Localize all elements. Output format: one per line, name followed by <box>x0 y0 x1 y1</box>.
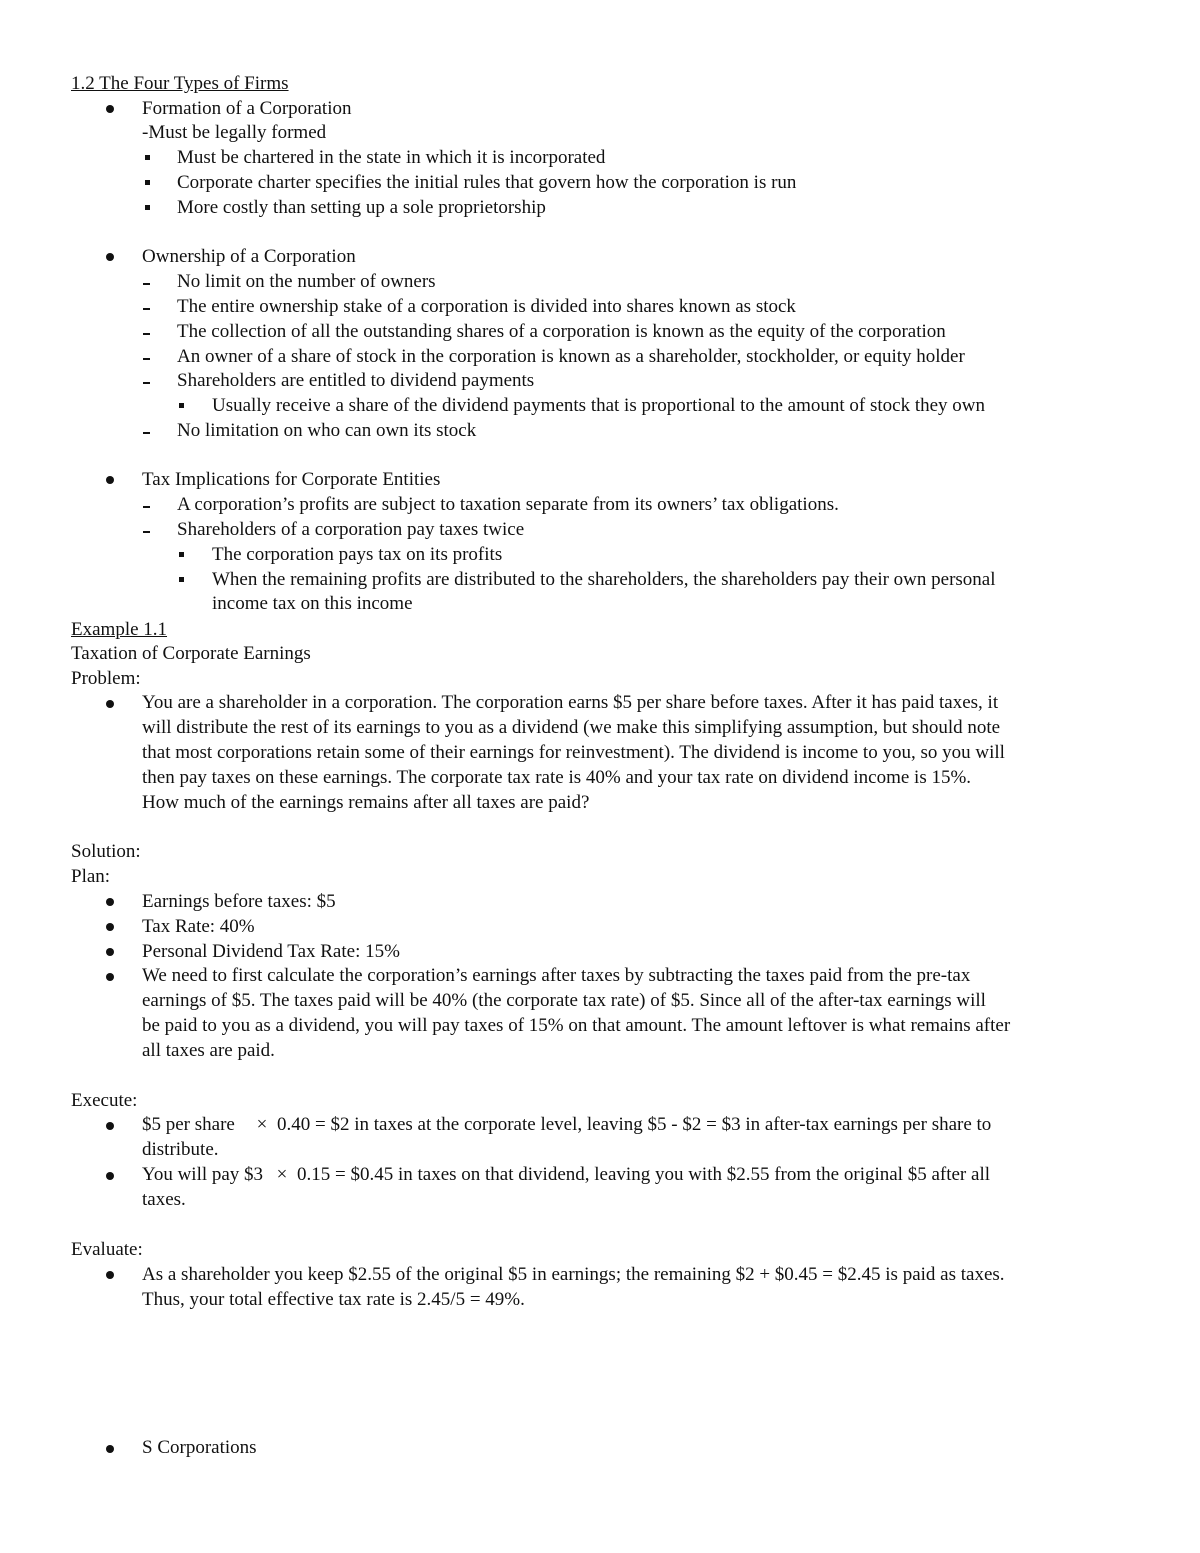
example-title: Taxation of Corporate Earnings <box>71 643 311 664</box>
problem-line: then pay taxes on these earnings. The corporate tax rate is 40% and your tax rate on dividend income is 15%. <box>142 767 972 788</box>
ownership-item: An owner of a share of stock in the corporation is known as a shareholder, stockholder, or equity holder <box>177 346 965 367</box>
bullet-dash <box>143 308 150 310</box>
tax-subitem-continued: income tax on this income <box>212 593 413 614</box>
plan-item: Earnings before taxes: $5 <box>142 891 336 912</box>
bullet-square <box>145 205 150 210</box>
execute-line-start: You will pay $3 <box>142 1164 264 1185</box>
formation-item: Must be chartered in the state in which it is incorporated <box>177 147 606 168</box>
ownership-item: The entire ownership stake of a corporation is divided into shares known as stock <box>177 296 796 317</box>
section-title: 1.2 The Four Types of Firms <box>71 73 289 94</box>
bullet-dot <box>106 1122 114 1130</box>
ownership-item: No limit on the number of owners <box>177 271 436 292</box>
tax-subitem: The corporation pays tax on its profits <box>212 544 503 565</box>
bullet-dot <box>106 898 114 906</box>
bullet-square <box>145 155 150 160</box>
evaluate-line: As a shareholder you keep $2.55 of the original $5 in earnings; the remaining $2 + $0.45 = $2.45 is paid as taxes. <box>142 1264 1005 1285</box>
plan-item: Tax Rate: 40% <box>142 916 255 937</box>
bullet-dash <box>143 531 150 533</box>
execute-line-continued: distribute. <box>142 1139 219 1160</box>
example-label: Example 1.1 <box>71 619 168 640</box>
multiply-sign: × <box>276 1164 288 1185</box>
bullet-dash <box>143 358 150 360</box>
tax-item: A corporation’s profits are subject to taxation separate from its owners’ tax obligations. <box>177 494 839 515</box>
bullet-dot <box>106 700 114 708</box>
bullet-dot <box>106 1271 114 1279</box>
execute-label: Execute: <box>71 1090 138 1111</box>
plan-line: earnings of $5. The taxes paid will be 40% (the corporate tax rate) of $5. Since all of the after-tax earnings will <box>142 990 986 1011</box>
plan-label: Plan: <box>71 866 111 887</box>
solution-label: Solution: <box>71 841 141 862</box>
evaluate-label: Evaluate: <box>71 1239 143 1260</box>
formation-note: -Must be legally formed <box>142 122 327 143</box>
bullet-square <box>179 577 184 582</box>
formation-heading: Formation of a Corporation <box>142 98 352 119</box>
bullet-dot <box>106 476 114 484</box>
multiply-sign: × <box>256 1114 268 1135</box>
bullet-dot <box>106 1445 114 1453</box>
execute-line-continued: taxes. <box>142 1189 186 1210</box>
problem-line: How much of the earnings remains after all taxes are paid? <box>142 792 590 813</box>
execute-line-start: $5 per share <box>142 1114 235 1135</box>
plan-line: all taxes are paid. <box>142 1040 275 1061</box>
s-corporations-heading: S Corporations <box>142 1437 257 1458</box>
problem-line: that most corporations retain some of their earnings for reinvestment). The dividend is income to you, so you will <box>142 742 1005 763</box>
plan-item: Personal Dividend Tax Rate: 15% <box>142 941 400 962</box>
bullet-dash <box>143 506 150 508</box>
bullet-dot <box>106 1172 114 1180</box>
bullet-dot <box>106 253 114 261</box>
bullet-dot <box>106 948 114 956</box>
ownership-item: Shareholders are entitled to dividend payments <box>177 370 535 391</box>
bullet-dash <box>143 382 150 384</box>
bullet-square <box>179 403 184 408</box>
ownership-subitem: Usually receive a share of the dividend payments that is proportional to the amount of stock they own <box>212 395 985 416</box>
bullet-dash <box>143 283 150 285</box>
bullet-dot <box>106 105 114 113</box>
tax-subitem: When the remaining profits are distributed to the shareholders, the shareholders pay their own personal <box>212 569 996 590</box>
tax-item: Shareholders of a corporation pay taxes twice <box>177 519 525 540</box>
problem-label: Problem: <box>71 668 141 689</box>
execute-line-rest: 0.40 = $2 in taxes at the corporate level, leaving $5 - $2 = $3 in after-tax earnings per share to <box>277 1114 992 1135</box>
bullet-dot <box>106 973 114 981</box>
bullet-square <box>145 180 150 185</box>
execute-line-rest: 0.15 = $0.45 in taxes on that dividend, leaving you with $2.55 from the original $5 after all <box>297 1164 990 1185</box>
bullet-dash <box>143 333 150 335</box>
tax-heading: Tax Implications for Corporate Entities <box>142 469 441 490</box>
bullet-square <box>179 552 184 557</box>
ownership-item: No limitation on who can own its stock <box>177 420 477 441</box>
bullet-dash <box>143 432 150 434</box>
problem-line: You are a shareholder in a corporation. The corporation earns $5 per share before taxes. After it has paid taxes, it <box>142 692 999 713</box>
bullet-dot <box>106 923 114 931</box>
formation-item: More costly than setting up a sole proprietorship <box>177 197 546 218</box>
plan-line: be paid to you as a dividend, you will pay taxes of 15% on that amount. The amount leftover is what remains after <box>142 1015 1011 1036</box>
ownership-item: The collection of all the outstanding shares of a corporation is known as the equity of the corporation <box>177 321 946 342</box>
ownership-heading: Ownership of a Corporation <box>142 246 356 267</box>
evaluate-line: Thus, your total effective tax rate is 2.45/5 = 49%. <box>142 1289 525 1310</box>
problem-line: will distribute the rest of its earnings to you as a dividend (we make this simplifying assumption, but should note <box>142 717 1001 738</box>
plan-line: We need to first calculate the corporation’s earnings after taxes by subtracting the taxes paid from the pre-tax <box>142 965 971 986</box>
formation-item: Corporate charter specifies the initial rules that govern how the corporation is run <box>177 172 797 193</box>
